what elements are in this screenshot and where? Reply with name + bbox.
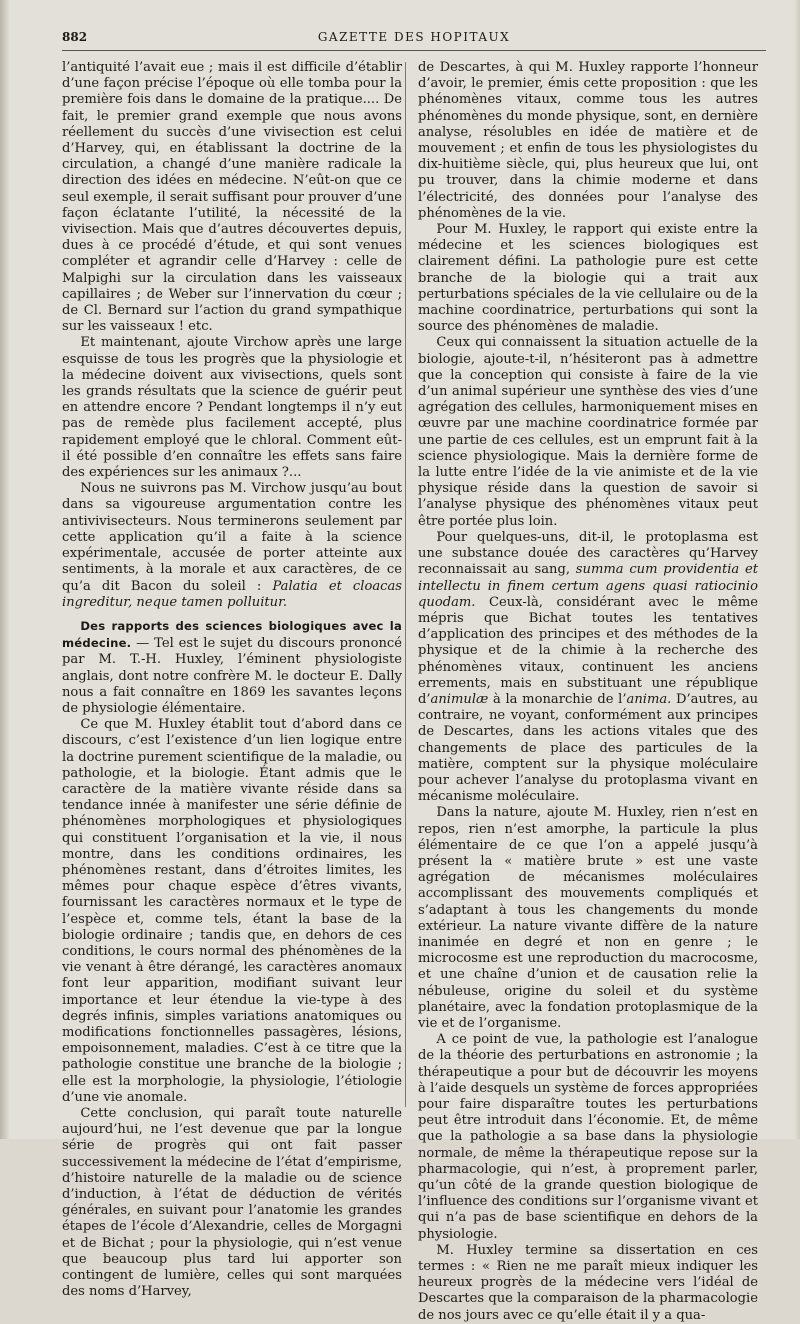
paragraph-text: Nous ne suivrons pas M. Virchow jusqu’au bout dans sa vigoureuse argumentation contre les antivivisecteurs. Nous terminerons seulement par cette application qu’il a faite à la science expérimentale, accusée de porter atteinte aux sentiments, à la morale et aux caractères, de ce qu’a dit Bacon du soleil : — [62, 481, 402, 594]
latin-quote: Palatia et cloacas ingreditur, neque tamen polluitur. — [62, 578, 402, 610]
paragraph-text: — Tel est le sujet du discours prononcé par M. T.-H. Huxley, l’éminent physiologiste anglais, dont notre confrère M. le docteur E. Dally nous a fait connaître en 1869 les savantes leçons de physiologie élémentaire. — [62, 636, 402, 716]
right-column — [418, 60, 758, 1324]
page-number: 882 — [62, 30, 88, 44]
latin-quote: summa cum providentia et intellectu in finem certum agens quasi ratiocinio quodam. — [418, 562, 758, 610]
paragraph-text: à la monarchie de l’ — [488, 691, 627, 707]
paragraph: de Descartes, à qui M. Huxley rapporte l’honneur d’avoir, le premier, émis cette proposition : que les phénomènes vitaux, comme tous les autres phénomènes du monde physique, sont, en dernière analyse, résolubles en idée de matière et de mouvement ; et enfin de tous les physiologistes du dix-huitième siècle, qui, plus heureux que lui, ont pu trouver, dans la chimie moderne et dans l’électricité, des données pour l’analyse des phénomènes de la vie. — [418, 60, 758, 221]
paragraph — [62, 481, 402, 611]
left-column — [62, 60, 402, 1300]
binding-edge — [0, 0, 10, 1139]
page-header — [62, 28, 766, 50]
paragraph-text: Ceux-là, considérant avec le même mépris que Bichat toutes les tentatives d’application des principes et des méthodes de la physique et de la chimie à la recherche des phénomènes vitaux, continuent les anciens errements, mais en substituant une république d’ — [418, 594, 758, 707]
section-heading: Des rapports des sciences biologiques avec la médecine. — [62, 618, 402, 651]
page-edge — [794, 0, 800, 1139]
paragraph — [62, 618, 402, 717]
paragraph: M. Huxley termine sa dissertation en ces termes : « Rien ne me paraît mieux indiquer les heureux progrès de la médecine vers l’idéal de Descartes que la comparaison de la pharmacologie de nos jours avec ce qu’elle était il y a qua- — [418, 1242, 758, 1323]
paragraph: l’antiquité l’avait eue ; mais il est difficile d’établir d’une façon précise l’époque où elle tomba pour la première fois dans le domaine de la pratique.... De fait, le premier grand exemple que nous avons réellement du succès d’une vivisection est celui d’Harvey, qui, en établissant la doctrine de la circulation, a changé d’une manière radicale la direction des idées en médecine. N’eût-on que ce seul exemple, il serait suffisant pour prouver d’une façon éclatante l’utilité, la nécessité de la vivisection. Mais que d’autres découvertes depuis, dues à ce procédé d’étude, et qui sont venues compléter et agrandir celle d’Harvey : celle de Malpighi sur la circulation dans les vaisseaux capillaires ; de Weber sur l’innervation du cœur ; de Cl. Bernard sur l’action du grand sympathique sur les vaisseaux ! etc. — [62, 60, 402, 335]
paragraph: Cette conclusion, qui paraît toute naturelle aujourd’hui, ne l’est devenue que par la longue série de progrès qui ont fait passer successivement la médecine de l’état d’empirisme, d’histoire naturelle de la maladie ou de science d’induction, à l’état de déduction de vérités générales, en suivant pour l’anatomie les grandes étapes de l’école d’Alexandrie, celles de Morgagni et de Bichat ; pour la physiologie, qui n’est venue que beaucoup plus tard lui apporter son contingent de lumière, celles qui sont marquées des noms d’Harvey, — [62, 1106, 402, 1300]
paragraph — [418, 530, 758, 805]
paragraph: Ceux qui connaissent la situation actuelle de la biologie, ajoute-t-il, n’hésiteront pas à admettre que la conception qui consiste à faire de la vie d’un animal supérieur une synthèse des vies d’une agrégation des cellules, harmoniquement mises en œuvre par une machine coordinatrice formée par une partie de ces cellules, est un emprunt fait à la science physiologique. Mais la dernière forme de la lutte entre l’idée de la vie animiste et de la vie physique réside dans la question de savoir si l’analyse physique des phénomènes vitaux peut être portée plus loin. — [418, 335, 758, 529]
latin-word: animulæ — [430, 691, 489, 707]
latin-word: anima. — [626, 691, 672, 707]
paragraph: Ce que M. Huxley établit tout d’abord dans ce discours, c’est l’existence d’un lien logique entre la doctrine purement scientifique de la maladie, ou pathologie, et la biologie. Étant admis que le caractère de la matière vivante réside dans sa tendance innée à manifester une série définie de phénomènes morphologiques et physiologiques qui constituent l’organisation et la vie, il nous montre, dans les conditions ordinaires, les phénomènes restant, dans d’étroites limites, les mêmes pour chaque espèce d’êtres vivants, fournissant les caractères normaux et le type de l’espèce et, comme tels, étant la base de la biologie ordinaire ; tandis que, en dehors de ces conditions, le cours normal des phénomènes de la vie venant à être dérangé, les caractères anomaux font leur apparition, modifiant suivant leur importance et leur étendue la vie-type à des degrés infinis, simples variations anatomiques ou modifications fonctionnelles passagères, lésions, empoisonnement, maladies. C’est à ce titre que la pathologie constitue une branche de la biologie ; elle est la morphologie, la physiologie, l’étiologie d’une vie anomale. — [62, 717, 402, 1105]
header-rule — [62, 50, 766, 51]
paragraph: A ce point de vue, la pathologie est l’analogue de la théorie des perturbations en astronomie ; la thérapeutique a pour but de découvrir les moyens à l’aide desquels un système de forces appropriées pour faire disparaître toutes les perturbations peut être introduit dans l’économie. Et, de même que la pathologie a sa base dans la physiologie normale, de même la thérapeutique repose sur la pharmacologie, qui n’est, à proprement parler, qu’un côté de la grande question biologique de l’influence des conditions sur l’organisme vivant et qui n’a pas de base scientifique en dehors de la physiologie. — [418, 1032, 758, 1242]
paragraph: Pour M. Huxley, le rapport qui existe entre la médecine et les sciences biologiques est clairement défini. La pathologie pure est cette branche de la biologie qui a trait aux perturbations spéciales de la vie cellulaire ou de la machine coordinatrice, perturbations qui sont la source des phénomènes de maladie. — [418, 222, 758, 335]
paragraph-text: D’autres, au contraire, ne voyant, conformément aux principes de Descartes, dans les actions vitales que des changements de place des particules de la matière, comptent sur la physique moléculaire pour achever l’analyse du protoplasma vivant en mécanisme moléculaire. — [418, 691, 758, 805]
paragraph: Dans la nature, ajoute M. Huxley, rien n’est en repos, rien n’est amorphe, la particule la plus élémentaire de ce que l’on a appelé jusqu’à présent la « matière brute » est une vaste agrégation de mécanismes moléculaires accomplissant des mouvements compliqués et s’adaptant à tous les changements du monde extérieur. La nature vivante diffère de la nature inanimée en degré et non en genre ; le microcosme est une reproduction du macrocosme, et une chaîne d’union et de causation relie la nébuleuse, origine du soleil et du système planétaire, avec la fondation protoplasmique de la vie et de l’organisme. — [418, 805, 758, 1031]
paragraph-text: Pour quelques-uns, dit-il, le protoplasma est une substance douée des caractères qu’Harvey reconnaissait au sang, — [418, 529, 758, 578]
column-divider — [405, 62, 406, 1107]
paragraph: Et maintenant, ajoute Virchow après une large esquisse de tous les progrès que la physiologie et la médecine doivent aux vivisections, quels sont les grands résultats que la science de guérir peut en attendre encore ? Pendant longtemps il n’y eut pas de remède plus facilement accepté, plus rapidement employé que le chloral. Comment eût-il été possible d’en connaître les effets sans faire des expériences sur les animaux ?... — [62, 335, 402, 481]
running-title: GAZETTE DES HOPITAUX — [317, 30, 511, 44]
